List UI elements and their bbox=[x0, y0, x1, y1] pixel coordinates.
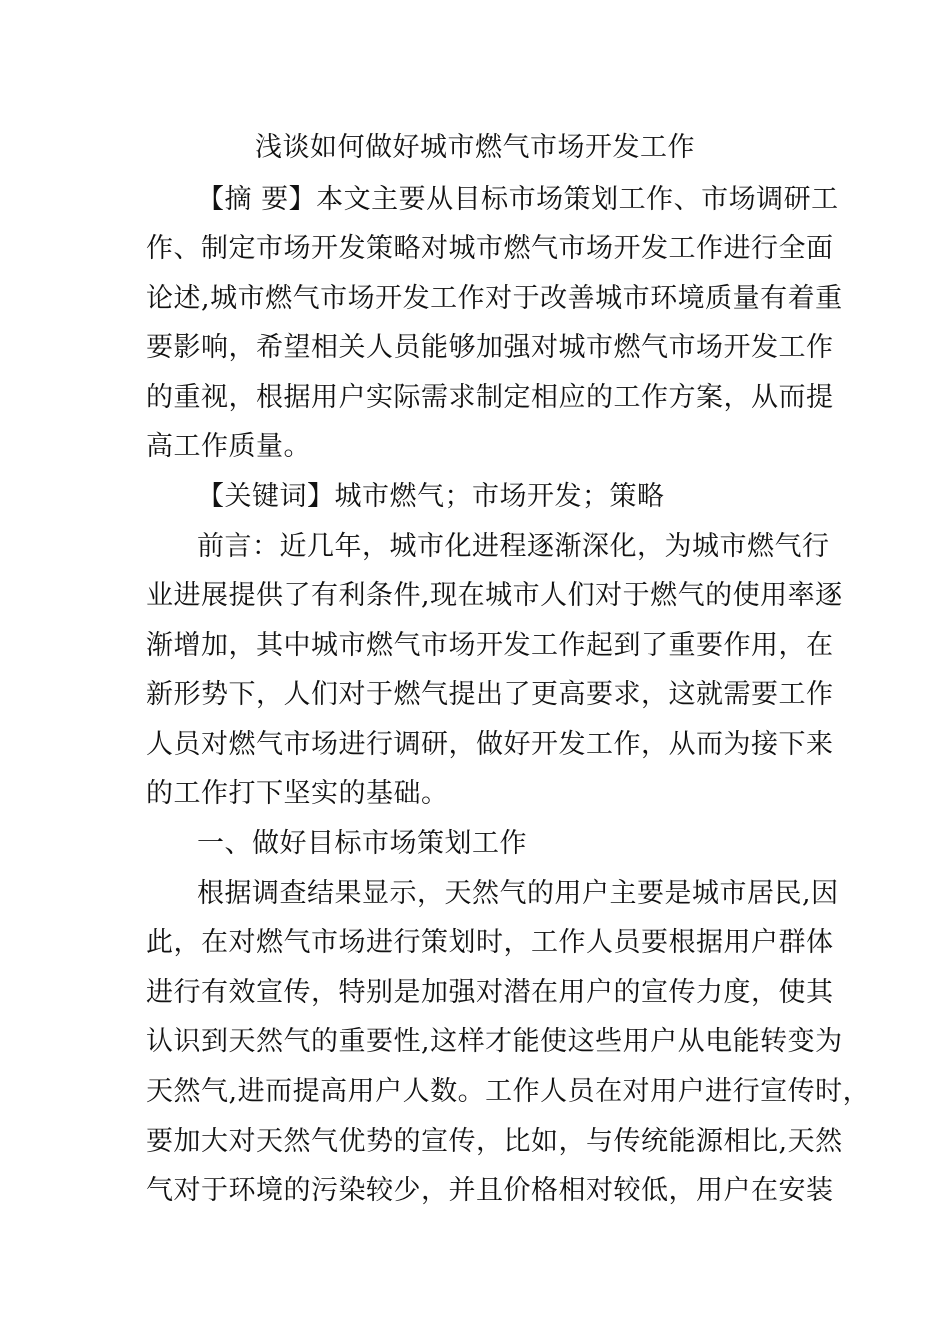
abstract-line-4: 要影响，希望相关人员能够加强对城市燃气市场开发工作 bbox=[146, 332, 834, 363]
abstract-line-3: 论述,城市燃气市场开发工作对于改善城市环境质量有着重 bbox=[146, 283, 843, 314]
section-body-line-2: 此，在对燃气市场进行策划时，工作人员要根据用户群体 bbox=[146, 927, 834, 958]
section-body-line-7: 气对于环境的污染较少，并且价格相对较低，用户在安装 bbox=[146, 1175, 834, 1206]
keywords-line: 【关键词】城市燃气；市场开发；策略 bbox=[197, 481, 665, 512]
section-heading-1: 一、做好目标市场策划工作 bbox=[197, 828, 527, 859]
section-body-line-3: 进行有效宣传，特别是加强对潜在用户的宣传力度，使其 bbox=[146, 977, 834, 1008]
foreword-line-3: 渐增加，其中城市燃气市场开发工作起到了重要作用，在 bbox=[146, 630, 834, 661]
foreword-line-5: 人员对燃气市场进行调研，做好开发工作，从而为接下来 bbox=[146, 729, 834, 760]
foreword-line-1: 前言：近几年，城市化进程逐渐深化，为城市燃气行 bbox=[197, 531, 830, 562]
abstract-line-2: 作、制定市场开发策略对城市燃气市场开发工作进行全面 bbox=[146, 233, 834, 264]
abstract-line-1: 【摘 要】本文主要从目标市场策划工作、市场调研工 bbox=[197, 184, 839, 215]
section-body-line-1: 根据调查结果显示，天然气的用户主要是城市居民,因 bbox=[197, 878, 839, 909]
foreword-line-2: 业进展提供了有利条件,现在城市人们对于燃气的使用率逐 bbox=[146, 580, 843, 611]
section-body-line-4: 认识到天然气的重要性,这样才能使这些用户从电能转变为 bbox=[146, 1026, 843, 1057]
document-title: 浅谈如何做好城市燃气市场开发工作 bbox=[255, 132, 695, 163]
section-body-line-6: 要加大对天然气优势的宣传，比如，与传统能源相比,天然 bbox=[146, 1126, 843, 1157]
foreword-line-4: 新形势下，人们对于燃气提出了更高要求，这就需要工作 bbox=[146, 679, 834, 710]
section-body-line-5: 天然气,进而提高用户人数。工作人员在对用户进行宣传时， bbox=[146, 1076, 871, 1107]
abstract-line-6: 高工作质量。 bbox=[146, 431, 311, 462]
abstract-line-5: 的重视，根据用户实际需求制定相应的工作方案，从而提 bbox=[146, 382, 834, 413]
foreword-line-6: 的工作打下坚实的基础。 bbox=[146, 778, 449, 809]
